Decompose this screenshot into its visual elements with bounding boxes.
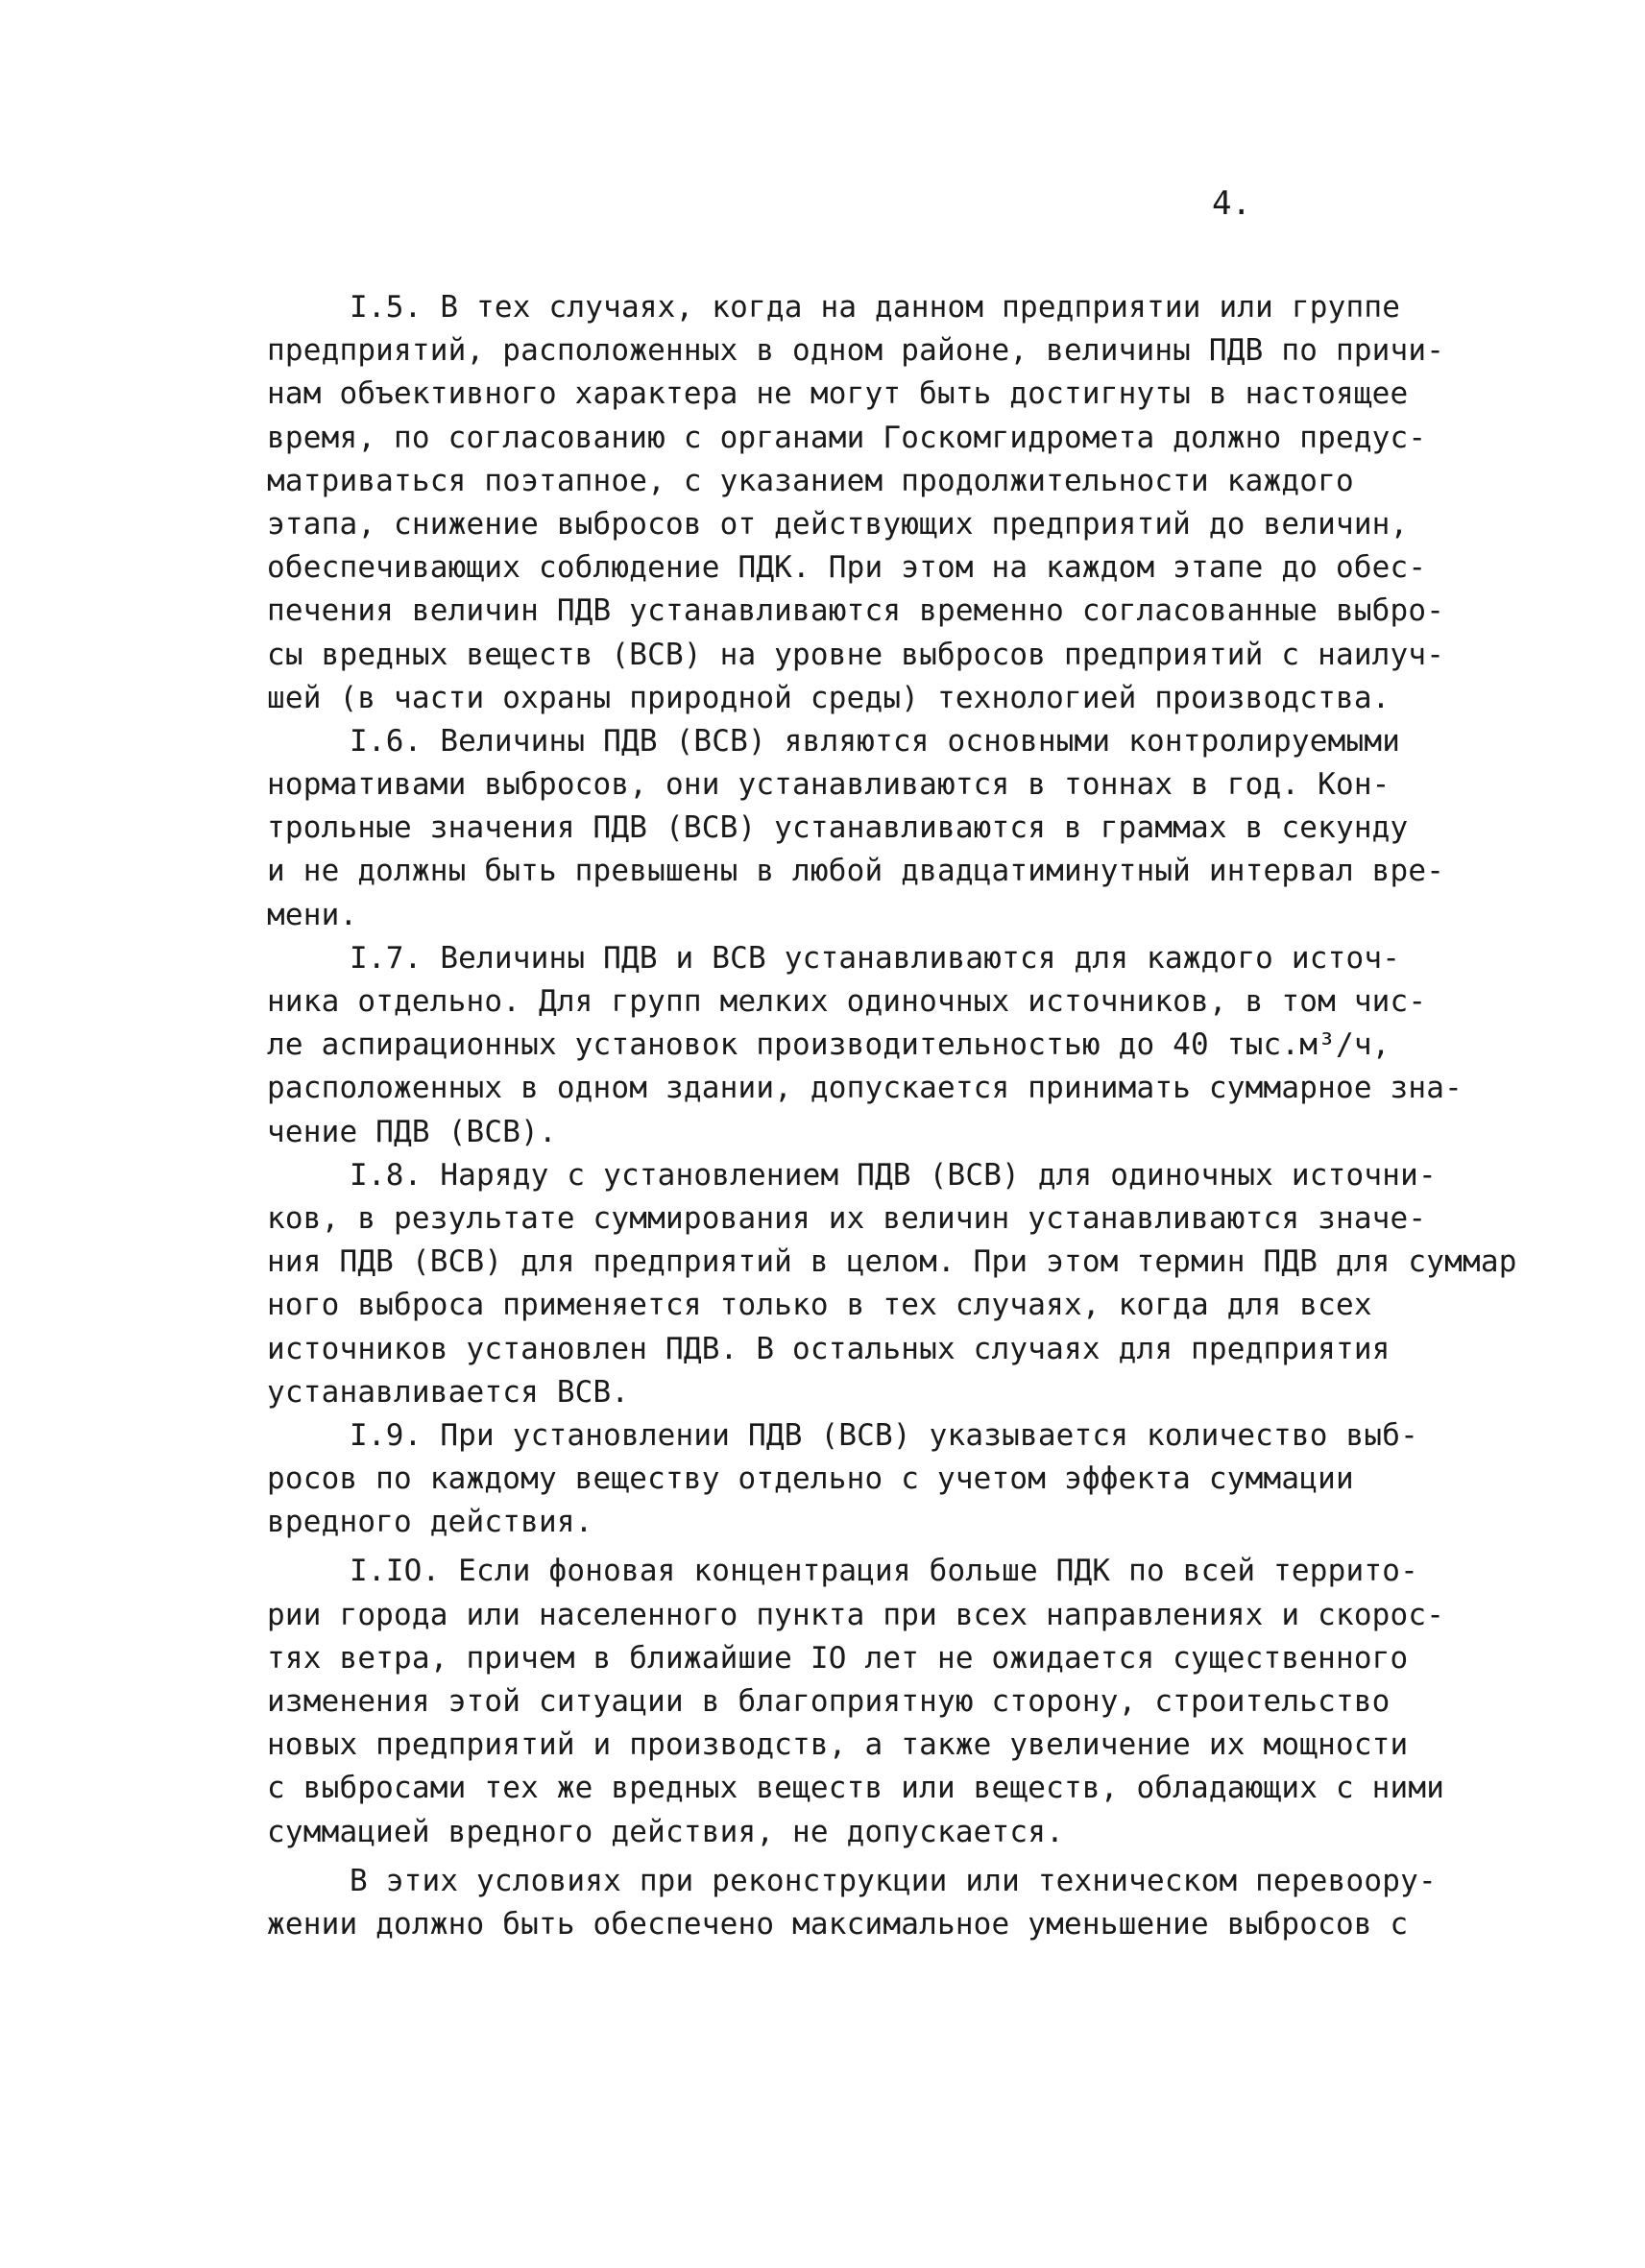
paragraph-1-5-line: время, по согласованию с органами Госкомгидромета должно предус-: [267, 420, 1427, 455]
paragraph-final-line: жении должно быть обеспечено максимальное уменьшение выбросов с: [267, 1906, 1409, 1942]
paragraph-1-7-line: ле аспирационных установок производительностью до 40 тыс.м³/ч,: [267, 1027, 1391, 1063]
paragraph-1-7-line: I.7. Величины ПДВ и ВСВ устанавливаются для каждого источ-: [350, 940, 1401, 976]
paragraph-1-9-line: росов по каждому веществу отдельно с учетом эффекта суммации: [267, 1461, 1354, 1497]
paragraph-1-7-line: расположенных в одном здании, допускается принимать суммарное зна-: [267, 1071, 1463, 1106]
paragraph-1-5-line: I.5. В тех случаях, когда на данном предприятии или группе: [350, 290, 1401, 325]
paragraph-1-8-line: устанавливается ВСВ.: [267, 1374, 630, 1410]
document-body: [267, 286, 1517, 1946]
paragraph-1-8-line: ного выброса применяется только в тех случаях, когда для всех: [267, 1288, 1372, 1323]
paragraph-1-5-line: обеспечивающих соблюдение ПДК. При этом на каждом этапе до обес-: [267, 550, 1427, 586]
paragraph-1-5-line: шей (в части охраны природной среды) технологией производства.: [267, 680, 1391, 715]
paragraph-1-9-line: вредного действия.: [267, 1505, 593, 1540]
paragraph-1-9-line: I.9. При установлении ПДВ (ВСВ) указывается количество выб-: [350, 1417, 1418, 1453]
paragraph-1-6-line: нормативами выбросов, они устанавливаются в тоннах в год. Кон-: [267, 767, 1391, 803]
paragraph-1-10-line: с выбросами тех же вредных веществ или веществ, обладающих с ними: [267, 1771, 1445, 1806]
paragraph-1-8-line: ния ПДВ (ВСВ) для предприятий в целом. При этом термин ПДВ для суммар: [267, 1244, 1517, 1280]
paragraph-1-10-line: I.IO. Если фоновая концентрация больше ПДК по всей террито-: [350, 1554, 1418, 1589]
page-number: 4.: [1212, 184, 1251, 223]
paragraph-1-10-line: рии города или населенного пункта при всех направлениях и скорос-: [267, 1597, 1445, 1632]
paragraph-1-7-line: чение ПДВ (ВСВ).: [267, 1114, 557, 1149]
paragraph-1-7-line: ника отдельно. Для групп мелких одиночных источников, в том чис-: [267, 984, 1427, 1019]
paragraph-1-8-line: I.8. Наряду с установлением ПДВ (ВСВ) для одиночных источни-: [350, 1157, 1437, 1193]
paragraph-1-5-line: предприятий, расположенных в одном районе, величины ПДВ по причи-: [267, 333, 1445, 369]
paragraph-1-8-line: источников установлен ПДВ. В остальных случаях для предприятия: [267, 1331, 1391, 1366]
paragraph-1-5-line: этапа, снижение выбросов от действующих предприятий до величин,: [267, 506, 1409, 542]
paragraph-1-5-line: матриваться поэтапное, с указанием продолжительности каждого: [267, 463, 1354, 498]
paragraph-1-10-line: новых предприятий и производств, а также увеличение их мощности: [267, 1727, 1409, 1763]
paragraph-1-5-line: нам объективного характера не могут быть достигнуты в настоящее: [267, 376, 1409, 412]
paragraph-1-5-line: печения величин ПДВ устанавливаются временно согласованные выбро-: [267, 593, 1445, 629]
paragraph-1-10-line: тях ветра, причем в ближайшие IO лет не ожидается существенного: [267, 1640, 1409, 1676]
paragraph-1-8-line: ков, в результате суммирования их величин устанавливаются значе-: [267, 1200, 1427, 1236]
paragraph-1-6-line: I.6. Величины ПДВ (ВСВ) являются основными контролируемыми: [350, 723, 1401, 759]
paragraph-1-6-line: и не должны быть превышены в любой двадцатиминутный интервал вре-: [267, 854, 1445, 889]
paragraph-1-6-line: мени.: [267, 897, 358, 932]
paragraph-1-5-line: сы вредных веществ (ВСВ) на уровне выбросов предприятий с наилуч-: [267, 637, 1445, 672]
paragraph-1-10-line: суммацией вредного действия, не допускается.: [267, 1814, 1064, 1849]
paragraph-1-6-line: трольные значения ПДВ (ВСВ) устанавливаются в граммах в секунду: [267, 810, 1409, 846]
paragraph-1-10-line: изменения этой ситуации в благоприятную сторону, строительство: [267, 1684, 1391, 1719]
paragraph-final-line: В этих условиях при реконструкции или техническом перевоору-: [350, 1863, 1437, 1898]
